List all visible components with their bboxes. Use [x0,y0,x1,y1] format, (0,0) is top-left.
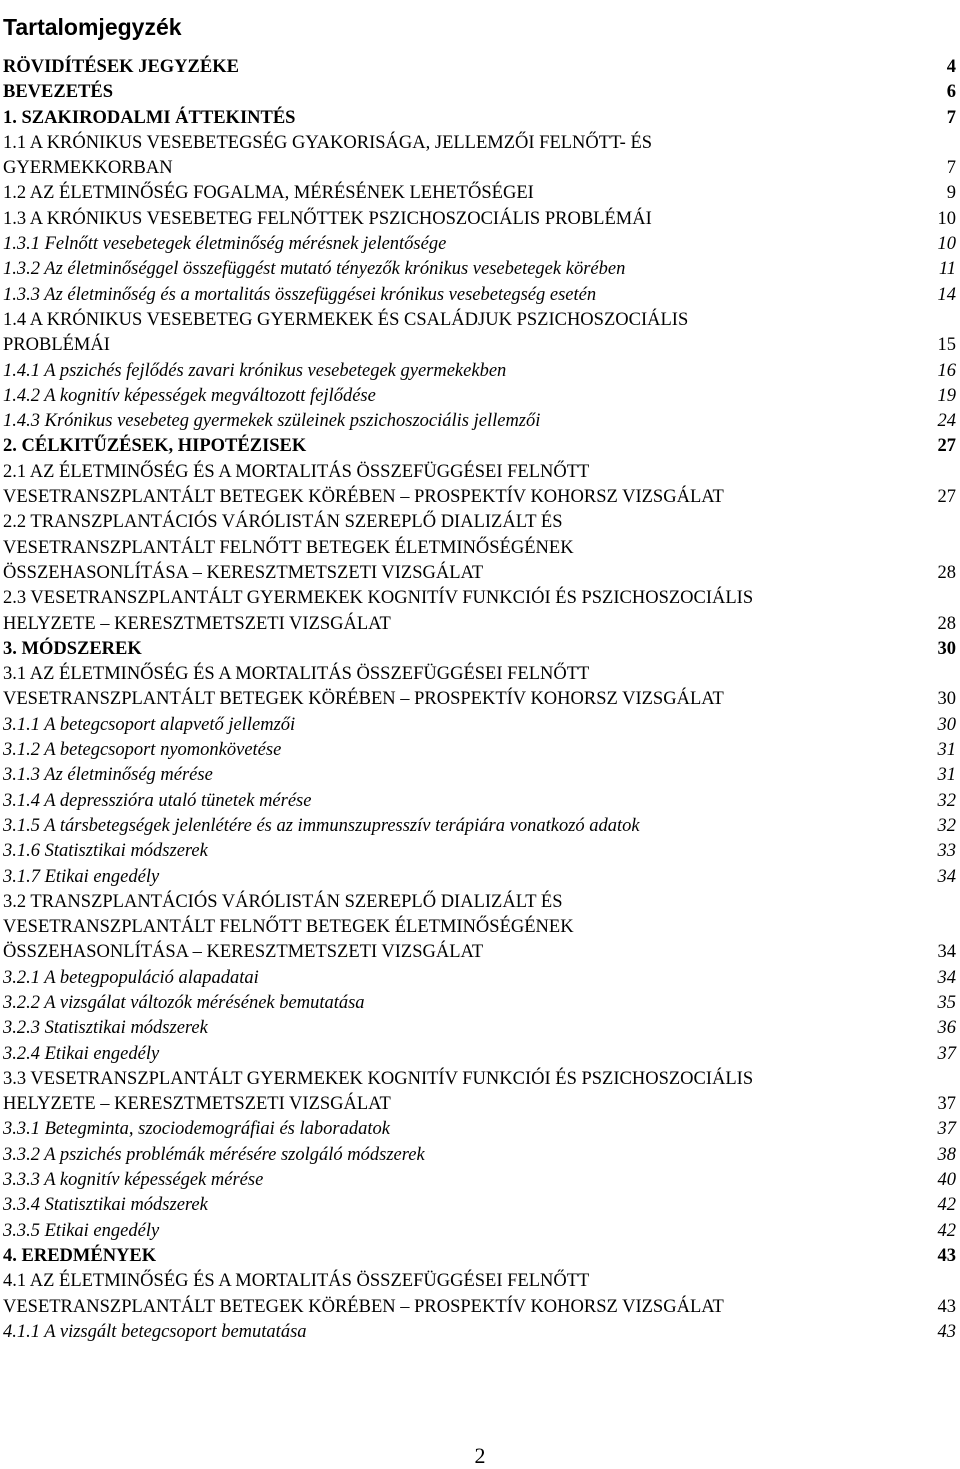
toc-entry-title-line: 3.2 TRANSZPLANTÁCIÓS VÁRÓLISTÁN SZEREPLŐ DIALIZÁLT ÉS [3,891,563,912]
toc-entry-row [3,384,958,409]
toc-entry-title-line: 1.2 AZ ÉLETMINŐSÉG FOGALMA, MÉRÉSÉNEK LEHETŐSÉGEI [3,183,534,204]
toc-entry-title-line: 1.3 A KRÓNIKUS VESEBETEG FELNŐTTEK PSZICHOSZOCIÁLIS PROBLÉMÁI [3,208,652,229]
toc-entry-page-number: 7 [946,107,956,128]
toc-entry-title-line: 3.2.3 Statisztikai módszerek [3,1018,208,1039]
toc-entry[interactable] [3,1320,958,1345]
toc-entry-title-line: RÖVIDÍTÉSEK JEGYZÉKE [3,57,239,77]
toc-entry-page-number: 40 [937,1170,956,1191]
toc-entry[interactable] [3,283,958,308]
toc-entry[interactable] [3,1042,958,1067]
toc-entry-page-number: 38 [937,1144,956,1165]
toc-entry[interactable] [3,106,958,131]
toc-entry-title-line: 3.3.3 A kognitív képességek mérése [3,1170,264,1191]
toc-entry[interactable] [3,865,958,890]
toc-entry-row [3,1219,958,1244]
toc-entry-title-line: 3.1.5 A társbetegségek jelenlétére és az immunszupresszív terápiára vonatkozó adatok [3,815,640,836]
toc-entry-title-line: 3.2.1 A betegpopuláció alapadatai [3,967,259,988]
toc-entry[interactable] [3,207,958,232]
toc-entry-page-number: 14 [937,284,956,305]
toc-entry-title-line: 4.1 AZ ÉLETMINŐSÉG ÉS A MORTALITÁS ÖSSZEFÜGGÉSEI FELNŐTT [3,1271,590,1292]
toc-entry-row [3,1295,958,1320]
toc-entry[interactable] [3,713,958,738]
toc-entry-page-number: 42 [937,1195,956,1216]
toc-entry-page-number: 43 [937,1296,956,1317]
toc-entry-title-line: 3.3 VESETRANSZPLANTÁLT GYERMEKEK KOGNITÍV FUNKCIÓI ÉS PSZICHOSZOCIÁLIS [3,1068,754,1089]
toc-entry-title-line: 1.4.1 A pszichés fejlődés zavari krónikus vesebetegek gyermekekben [3,360,507,381]
toc-entry-page-number: 10 [937,208,956,229]
toc-entry-title-line: VESETRANSZPLANTÁLT BETEGEK KÖRÉBEN – PROSPEKTÍV KOHORSZ VIZSGÁLAT [3,1296,724,1317]
toc-entry-row [3,1117,958,1142]
toc-entry-page-number: 30 [937,714,956,735]
toc-entry-page-number: 6 [946,82,956,103]
toc-entry-title-line: 2.3 VESETRANSZPLANTÁLT GYERMEKEK KOGNITÍV FUNKCIÓI ÉS PSZICHOSZOCIÁLIS [3,588,754,609]
toc-entry-title-line: VESETRANSZPLANTÁLT BETEGEK KÖRÉBEN – PROSPEKTÍV KOHORSZ VIZSGÁLAT [3,487,724,508]
toc-entry-title-line: 4. EREDMÉNYEK [3,1245,157,1266]
toc-entry-row [3,1168,958,1193]
toc-entry-page-number: 35 [937,992,956,1013]
toc-entry-title-line: ÖSSZEHASONLÍTÁSA – KERESZTMETSZETI VIZSGÁLAT [3,942,484,963]
toc-entry[interactable] [3,637,958,662]
toc-entry[interactable] [3,662,958,713]
toc-entry-row [3,333,958,358]
toc-entry-page-number: 43 [937,1321,956,1342]
toc-entry-row [3,940,958,965]
toc-entry-page-number: 34 [937,942,956,963]
toc-entry[interactable] [3,738,958,763]
toc-entry-row [3,1193,958,1218]
toc-entry-title-line: 1.3.2 Az életminőséggel összefüggést mutató tényezők krónikus vesebetegek körében [3,259,626,280]
toc-entry-title-line: 3.2.4 Etikai engedély [3,1043,160,1064]
toc-entry-row [3,485,958,510]
toc-entry-page-number: 16 [937,360,956,381]
toc-entry-title-line: GYERMEKKORBAN [3,158,173,179]
toc-entry-row [3,1143,958,1168]
toc-entry[interactable] [3,232,958,257]
toc-entry-title-line: 1.3.1 Felnőtt vesebetegek életminőség mérésnek jelentősége [3,234,447,255]
toc-entry-page-number: 4 [946,57,956,77]
toc-entry-title-line: 3.1.6 Statisztikai módszerek [3,841,208,862]
toc-entry[interactable] [3,510,958,586]
toc-entry-row [3,156,958,181]
toc-entry-page-number: 37 [937,1043,956,1064]
toc-entry-row [3,207,958,232]
toc-entry[interactable] [3,1117,958,1142]
toc-entry-row [3,80,958,105]
toc-entry-page-number: 42 [937,1220,956,1241]
toc-entry-title-line: 1.4.3 Krónikus vesebeteg gyermekek szüleinek pszichoszociális jellemzői [3,411,541,432]
toc-entry-row [3,687,958,712]
toc-entry-row [3,359,958,384]
toc-entry[interactable] [3,1193,958,1218]
toc-entry-row [3,55,958,80]
toc-entry[interactable] [3,1244,958,1269]
toc-entry-title-line: HELYZETE – KERESZTMETSZETI VIZSGÁLAT [3,613,391,634]
toc-entry-row [3,181,958,206]
toc-entry[interactable] [3,1067,958,1118]
toc-entry-page-number: 31 [937,740,956,761]
toc-entry[interactable] [3,257,958,282]
toc-entry[interactable] [3,359,958,384]
toc-entry[interactable] [3,308,958,359]
toc-entry-page-number: 34 [937,967,956,988]
toc-entry[interactable] [3,434,958,459]
toc-entry[interactable] [3,991,958,1016]
toc-entry-row [3,106,958,131]
toc-entry[interactable] [3,460,958,511]
toc-entry-title-line: 2.2 TRANSZPLANTÁCIÓS VÁRÓLISTÁN SZEREPLŐ DIALIZÁLT ÉS [3,512,563,533]
toc-entry-page-number: 34 [937,866,956,887]
toc-entry-title-line: 1.4 A KRÓNIKUS VESEBETEG GYERMEKEK ÉS CSALÁDJUK PSZICHOSZOCIÁLIS [3,309,689,330]
toc-entry-row [3,561,958,586]
toc-entry-title-line: 1.4.2 A kognitív képességek megváltozott fejlődése [3,385,376,406]
toc-entry-title-line: BEVEZETÉS [3,82,114,103]
toc-entry-row [3,991,958,1016]
toc-entry-row [3,1092,958,1117]
toc-entry-row [3,1244,958,1269]
toc-entry-row [3,637,958,662]
toc-entry[interactable] [3,409,958,434]
toc-entry-title-line: 3.2.2 A vizsgálat változók mérésének bemutatása [3,992,365,1013]
toc-entry[interactable] [3,586,958,637]
toc-entry-page-number: 27 [937,487,956,508]
toc-entry-row [3,257,958,282]
toc-entry-page-number: 36 [937,1018,956,1039]
toc-entry-title-line: 3.3.2 A pszichés problémák mérésére szolgáló módszerek [3,1144,425,1165]
toc-entry-page-number: 37 [937,1119,956,1140]
toc-entry-row [3,839,958,864]
toc-entry[interactable] [3,1219,958,1244]
toc-entry[interactable] [3,181,958,206]
toc-entry[interactable] [3,131,958,182]
toc-entry[interactable] [3,1143,958,1168]
toc-entry-row [3,713,958,738]
toc-entry-row [3,814,958,839]
toc-entry-title-line: 4.1.1 A vizsgált betegcsoport bemutatása [3,1321,307,1342]
toc-entry-page-number: 10 [937,234,956,255]
toc-entry-title-line: 1. SZAKIRODALMI ÁTTEKINTÉS [3,107,296,128]
toc-entry[interactable] [3,890,958,966]
toc-entry-page-number: 43 [937,1245,956,1266]
table-of-contents [3,55,958,1345]
toc-entry-row [3,738,958,763]
toc-entry[interactable] [3,789,958,814]
toc-entry-row [3,1042,958,1067]
toc-entry-title-line: 3. MÓDSZEREK [3,638,142,659]
toc-entry-title-line: VESETRANSZPLANTÁLT BETEGEK KÖRÉBEN – PROSPEKTÍV KOHORSZ VIZSGÁLAT [3,689,724,710]
toc-entry-row [3,763,958,788]
toc-entry-row [3,789,958,814]
toc-entry-row [3,283,958,308]
toc-entry-page-number: 15 [937,335,956,356]
toc-entry-title-line: VESETRANSZPLANTÁLT FELNŐTT BETEGEK ÉLETMINŐSÉGÉNEK [3,537,574,558]
toc-entry-row [3,1320,958,1345]
toc-entry-title-line: 3.3.5 Etikai engedély [3,1220,160,1241]
toc-entry[interactable] [3,966,958,991]
toc-entry-page-number: 9 [946,183,956,204]
toc-entry[interactable] [3,1016,958,1041]
toc-entry-title-line: 3.1.2 A betegcsoport nyomonkövetése [3,740,282,761]
toc-entry-title-line: 2.1 AZ ÉLETMINŐSÉG ÉS A MORTALITÁS ÖSSZEFÜGGÉSEI FELNŐTT [3,461,590,482]
toc-entry-title-line: 3.1.7 Etikai engedély [3,866,160,887]
toc-entry-title-line: PROBLÉMÁI [3,335,110,356]
toc-entry-page-number: 33 [937,841,956,862]
toc-entry[interactable] [3,384,958,409]
toc-entry-page-number: 32 [937,815,956,836]
toc-entry-page-number: 19 [937,385,956,406]
toc-entry-title-line: 3.1.3 Az életminőség mérése [3,765,213,786]
toc-entry-row [3,1016,958,1041]
toc-entry-page-number: 37 [937,1094,956,1115]
toc-entry-title-line: 3.1 AZ ÉLETMINŐSÉG ÉS A MORTALITÁS ÖSSZEFÜGGÉSEI FELNŐTT [3,664,590,685]
toc-entry-row [3,865,958,890]
toc-entry-row [3,232,958,257]
toc-entry[interactable] [3,80,958,105]
toc-entry-page-number: 24 [937,411,956,432]
page-title: Tartalomjegyzék [3,14,182,41]
toc-entry[interactable] [3,1269,958,1320]
toc-entry[interactable] [3,814,958,839]
toc-entry-title-line: 3.1.1 A betegcsoport alapvető jellemzői [3,714,296,735]
toc-entry-row [3,966,958,991]
toc-entry-page-number: 28 [937,613,956,634]
toc-entry-row [3,409,958,434]
toc-entry-title-line: 1.3.3 Az életminőség és a mortalitás összefüggései krónikus vesebetegség esetén [3,284,597,305]
toc-entry-title-line: ÖSSZEHASONLÍTÁSA – KERESZTMETSZETI VIZSGÁLAT [3,562,484,583]
toc-entry[interactable] [3,1168,958,1193]
toc-entry-title-line: 3.3.4 Statisztikai módszerek [3,1195,208,1216]
toc-entry-row [3,434,958,459]
toc-entry-page-number: 27 [937,436,956,457]
toc-entry-page-number: 11 [938,259,956,280]
page-number: 2 [474,1443,486,1468]
toc-entry-title-line: VESETRANSZPLANTÁLT FELNŐTT BETEGEK ÉLETMINŐSÉGÉNEK [3,917,574,938]
toc-entry-title-line: 3.1.4 A depresszióra utaló tünetek mérése [3,790,312,811]
toc-entry[interactable] [3,55,958,80]
toc-entry-title-line: HELYZETE – KERESZTMETSZETI VIZSGÁLAT [3,1094,391,1115]
toc-entry-page-number: 28 [937,562,956,583]
toc-entry-row [3,612,958,637]
toc-entry-page-number: 31 [937,765,956,786]
toc-entry-page-number: 32 [937,790,956,811]
toc-entry-page-number: 7 [946,158,956,179]
toc-entry-title-line: 2. CÉLKITŰZÉSEK, HIPOTÉZISEK [3,436,307,457]
toc-entry-title-line: 3.3.1 Betegminta, szociodemográfiai és laboradatok [3,1119,390,1140]
toc-entry-page-number: 30 [937,689,956,710]
toc-entry-page-number: 30 [937,638,956,659]
toc-entry-title-line: 1.1 A KRÓNIKUS VESEBETEGSÉG GYAKORISÁGA, JELLEMZŐI FELNŐTT- ÉS [3,132,653,153]
toc-entry[interactable] [3,839,958,864]
toc-entry[interactable] [3,763,958,788]
